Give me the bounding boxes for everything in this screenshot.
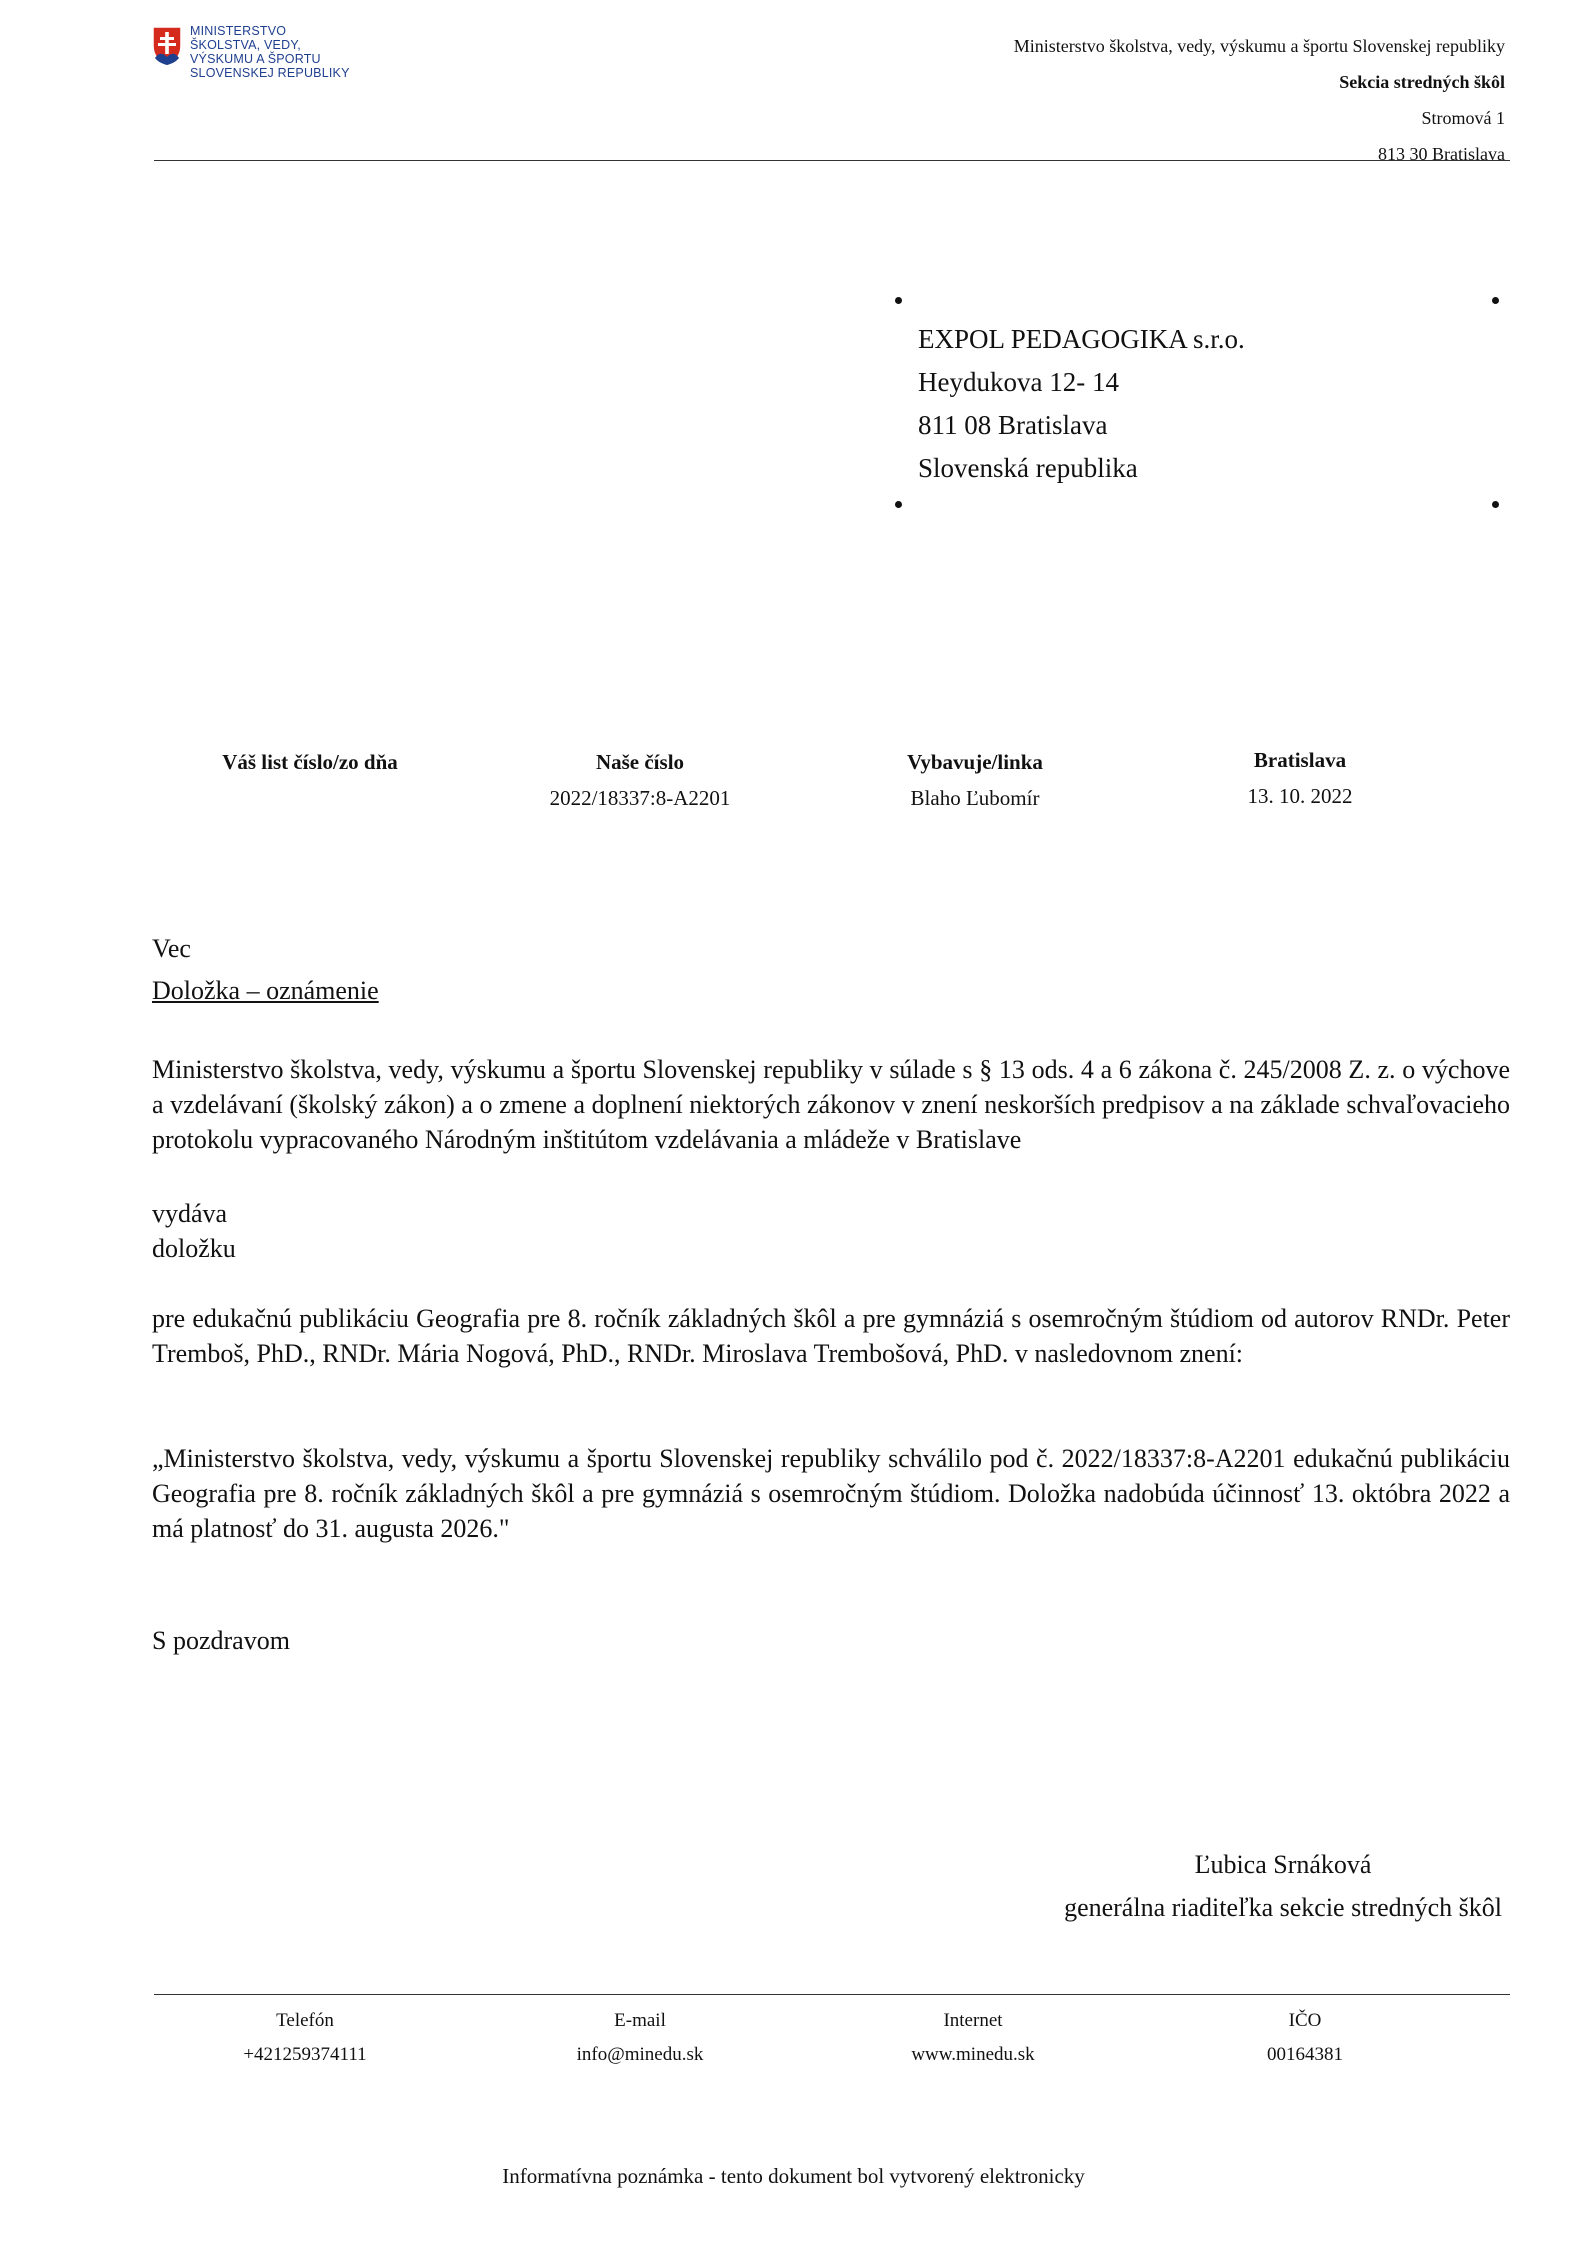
body-paragraph-3: „Ministerstvo školstva, vedy, výskumu a športu Slovenskej republiky schválilo pod č. 2022/18337:8-A2201 edukačnú publikáciu Geografia pre 8. ročník základných škôl a pre gymnáziá s osemročným štúdiom. Doložka nadobúda účinnosť 13. októbra 2022 a má platnosť do 31. augusta 2026." — [152, 1444, 1510, 1543]
body-paragraph-2: pre edukačnú publikáciu Geografia pre 8. ročník základných škôl a pre gymnáziá s osemročným štúdiom od autorov RNDr. Peter Tremboš, PhD., RNDr. Mária Nogová, PhD., RNDr. Miroslava Trembošová, PhD. v nasledovnom znení: — [152, 1304, 1510, 1368]
ref-our-number-value: 2022/18337:8-A2201 — [549, 786, 731, 810]
body-paragraph-1: Ministerstvo školstva, vedy, výskumu a športu Slovenskej republiky v súlade s § 13 ods. 4 a 6 zákona č. 245/2008 Z. z. o výchove a vzdelávaní (školský zákon) a o zmene a doplnení niektorých zákonov v znení neskorších predpisov a na základe schvaľovacieho protokolu vypracovaného Národným inštitútom vzdelávania a mládeže v Bratislave — [152, 1055, 1510, 1154]
logo-line: SLOVENSKEJ REPUBLIKY — [190, 66, 350, 80]
subject-value: Doložka – oznámenie — [152, 976, 379, 1005]
sender-city: 813 30 Bratislava — [1378, 144, 1505, 164]
footer-phone-value: +421259374111 — [243, 2044, 367, 2065]
recipient-country: Slovenská republika — [918, 453, 1138, 483]
footer-phone-label: Telefón — [276, 2010, 334, 2031]
subject — [152, 928, 1510, 1012]
address-corner-mark — [1492, 297, 1499, 304]
signature-name: Ľubica Srnáková — [1194, 1850, 1372, 1879]
address-corner-mark — [895, 297, 902, 304]
footer-email-label: E-mail — [614, 2010, 666, 2031]
footer-divider — [154, 1994, 1510, 1995]
issues-block — [152, 1196, 1510, 1266]
logo-line: MINISTERSTVO — [190, 24, 287, 38]
informative-note: Informatívna poznámka - tento dokument bol vytvorený elektronicky — [502, 2164, 1085, 2188]
sender-department: Sekcia stredných škôl — [1339, 72, 1505, 92]
address-corner-mark — [1492, 501, 1499, 508]
ref-handled-by-value: Blaho Ľubomír — [910, 786, 1040, 810]
footer-email-value[interactable]: info@minedu.sk — [576, 2044, 704, 2065]
logo-line: ŠKOLSTVA, VEDY, — [190, 38, 301, 52]
greeting: S pozdravom — [152, 1626, 290, 1655]
ref-your-letter — [190, 744, 430, 780]
coat-of-arms-icon — [152, 26, 182, 66]
clause-text: doložku — [152, 1234, 236, 1263]
footer-ico-label: IČO — [1288, 2010, 1322, 2031]
logo-text — [190, 24, 350, 80]
ref-place-label: Bratislava — [1253, 748, 1347, 772]
subject-label: Vec — [152, 934, 191, 963]
sender-street: Stromová 1 — [1421, 108, 1505, 128]
ref-date-value: 13. 10. 2022 — [1247, 784, 1353, 808]
footer-web-value[interactable]: www.minedu.sk — [911, 2044, 1035, 2065]
recipient-street: Heydukova 12- 14 — [918, 367, 1119, 397]
issues-text: vydáva — [152, 1199, 228, 1228]
footer-email — [520, 2004, 760, 2072]
ref-our-number-label: Naše číslo — [595, 750, 685, 774]
recipient-name: EXPOL PEDAGOGIKA s.r.o. — [918, 324, 1245, 354]
ref-place-date — [1190, 742, 1410, 814]
footer-web — [853, 2004, 1093, 2072]
address-corner-mark — [895, 501, 902, 508]
recipient-city: 811 08 Bratislava — [918, 410, 1108, 440]
footer-web-label: Internet — [943, 2010, 1003, 2031]
ministry-logo — [152, 24, 352, 92]
footer-ico-value: 00164381 — [1267, 2044, 1343, 2065]
sender-address — [1014, 28, 1505, 172]
footer-phone — [185, 2004, 425, 2072]
ref-our-number — [520, 744, 760, 816]
footer-ico — [1185, 2004, 1425, 2072]
recipient-address — [918, 318, 1245, 490]
ref-your-letter-label: Váš list číslo/zo dňa — [222, 750, 398, 774]
signature-title: generálna riaditeľka sekcie stredných škôl — [1064, 1893, 1502, 1922]
signature-block — [1064, 1843, 1502, 1929]
logo-line: VÝSKUMU A ŠPORTU — [190, 52, 321, 66]
sender-ministry: Ministerstvo školstva, vedy, výskumu a športu Slovenskej republiky — [1013, 36, 1505, 56]
header-divider — [154, 160, 1510, 161]
ref-handled-by-label: Vybavuje/linka — [907, 750, 1043, 774]
ref-handled-by — [855, 744, 1095, 816]
